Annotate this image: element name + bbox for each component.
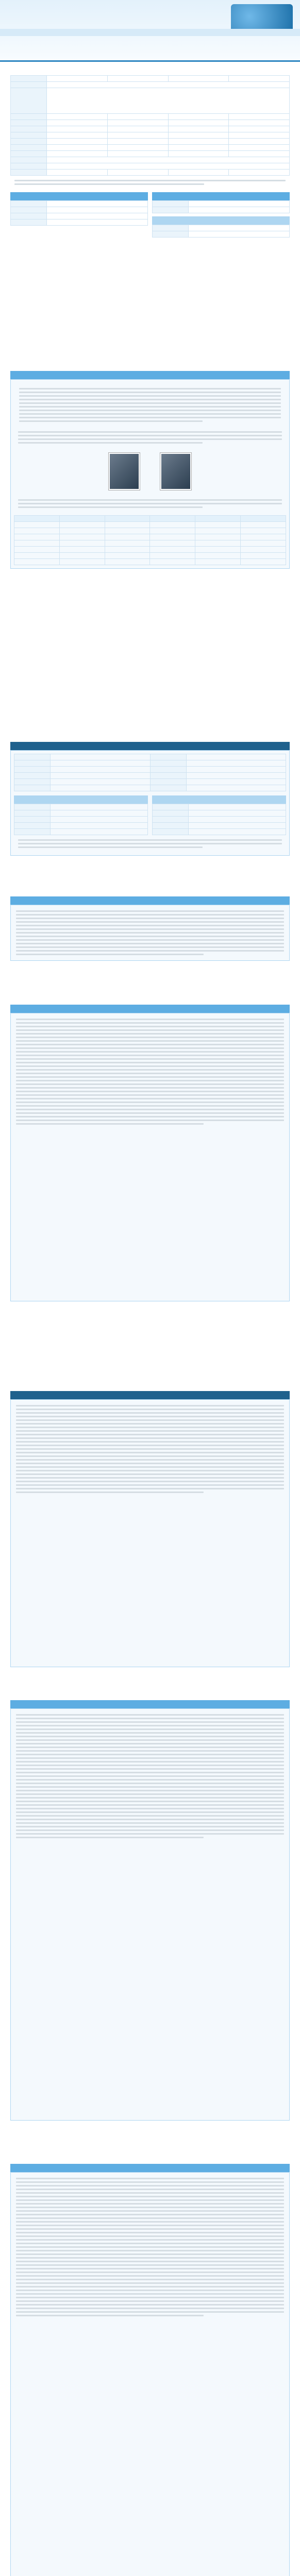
left-info-head [10,192,148,200]
article-3-head [10,2164,290,2172]
article-2-section [10,1700,290,2121]
news-table [14,515,286,565]
news-head [10,371,290,379]
sched-sub-1 [14,795,148,804]
right-info-head [152,192,290,200]
news-section [10,371,290,569]
prayer-section [10,896,290,961]
header-bar [0,29,300,36]
schedule-head [10,742,290,750]
person-photo-1 [109,453,140,490]
bulletin-header [0,0,300,62]
sched-sub-2 [152,795,286,804]
right-info-head-2 [152,216,290,225]
article-3-section [10,2164,290,2576]
header-bar-text [0,30,4,34]
sermon-section [10,1005,290,1301]
schedule-section [10,742,290,856]
prayer-head [10,896,290,905]
worship-order-table [10,75,290,176]
person-photo-2 [160,453,191,490]
article-section [10,1391,290,1667]
sermon-head [10,1005,290,1013]
article-2-head [10,1700,290,1708]
article-head [10,1391,290,1399]
worship-order-section [10,66,290,238]
